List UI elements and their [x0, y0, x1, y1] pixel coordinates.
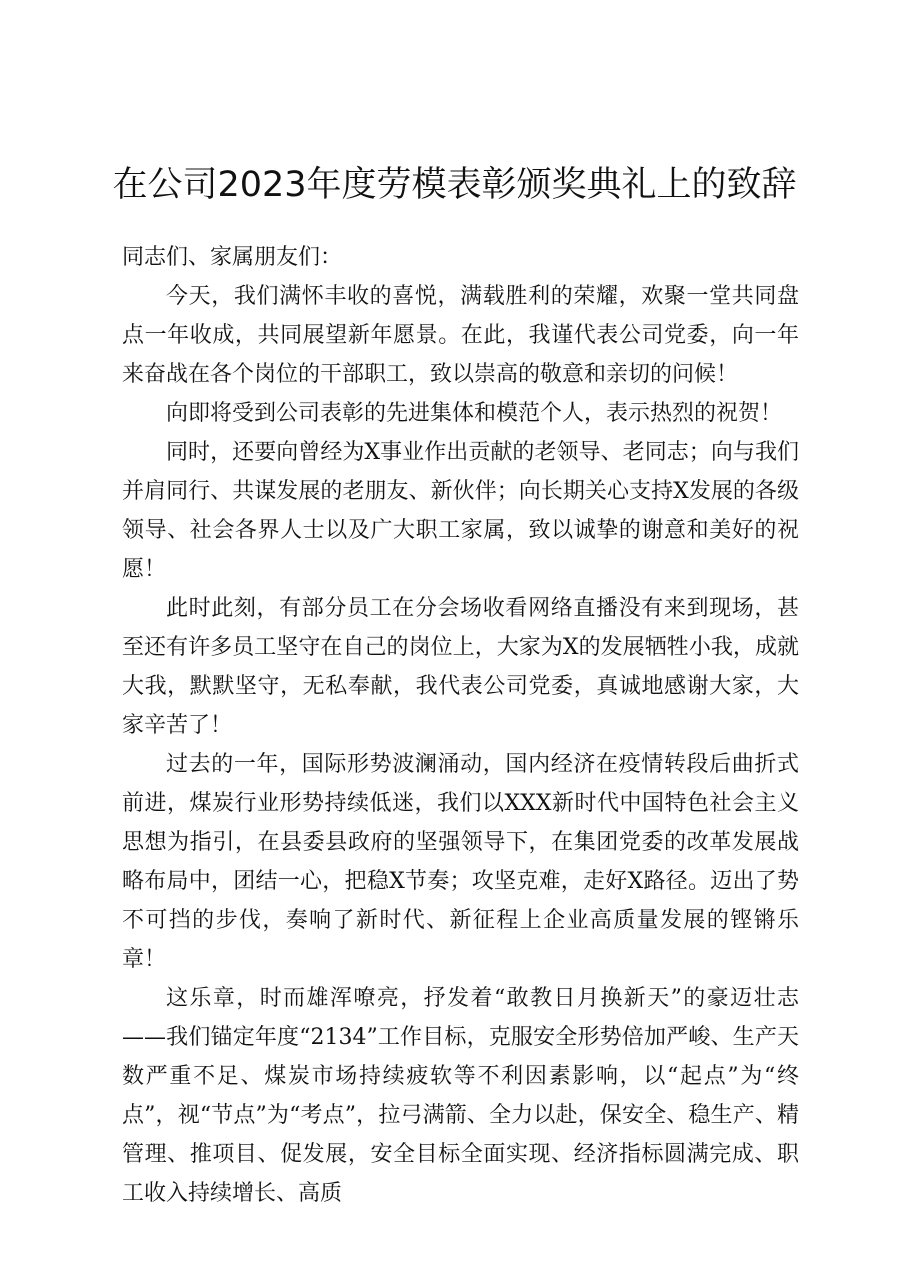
salutation: 同志们、家属朋友们：: [122, 245, 343, 270]
paragraph-4: 此时此刻，有部分员工在分会场收看网络直播没有来到现场，甚至还有许多员工坚守在自己的岗位上，大家为X的发展牺牲小我，成就大我，默默坚守，无私奉献，我代表公司党委，真诚地感谢大家，大家辛苦了！: [122, 596, 799, 738]
paragraph-2: 向即将受到公司表彰的先进集体和模范个人，表示热烈的祝贺！: [166, 401, 783, 426]
document-title: 在公司2023年度劳模表彰颁奖典礼上的致辞: [112, 165, 797, 205]
paragraph-3: 同时，还要向曾经为X事业作出贡献的老领导、老同志；向与我们并肩同行、共谋发展的老朋友、新伙伴；向长期关心支持X发展的各级领导、社会各界人士以及广大职工家属，致以诚挚的谢意和美好的祝愿！: [122, 440, 799, 582]
document-body: [122, 238, 799, 1213]
paragraph-5: 过去的一年，国际形势波澜涌动，国内经济在疫情转段后曲折式前进，煤炭行业形势持续低迷，我们以XXX新时代中国特色社会主义思想为指引，在县委县政府的坚强领导下，在集团党委的改革发展战略布局中，团结一心，把稳X节奏；攻坚克难，走好X路径。迈出了势不可挡的步伐，奏响了新时代、新征程上企业高质量发展的铿锵乐章！: [122, 752, 799, 972]
paragraph-1: 今天，我们满怀丰收的喜悦，满载胜利的荣耀，欢聚一堂共同盘点一年收成，共同展望新年愿景。在此，我谨代表公司党委，向一年来奋战在各个岗位的干部职工，致以崇高的敬意和亲切的问候！: [122, 284, 799, 387]
paragraph-6: 这乐章，时而雄浑嘹亮，抒发着“敢教日月换新天”的豪迈壮志——我们锚定年度“2134”工作目标，克服安全形势倍加严峻、生产天数严重不足、煤炭市场持续疲软等不利因素影响，以“起点”为“终点”，视“节点”为“考点”，拉弓满箭、全力以赴，保安全、稳生产、精管理、推项目、促发展，安全目标全面实现、经济指标圆满完成、职工收入持续增长、高质: [122, 986, 799, 1206]
